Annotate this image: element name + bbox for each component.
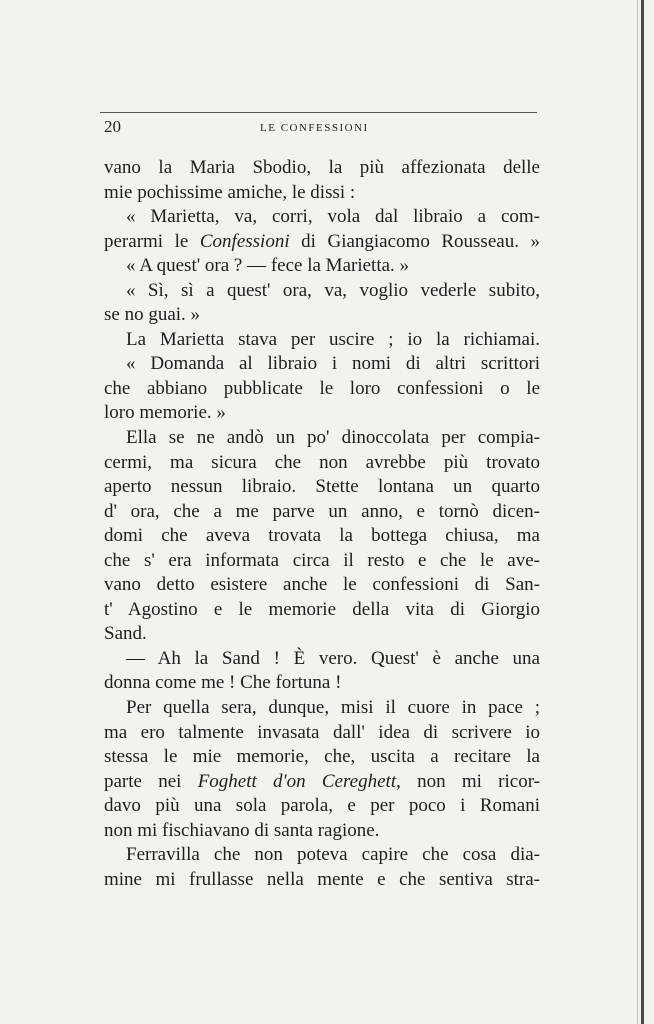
text-line: mine mi frullasse nella mente e che sentiva stra- <box>104 868 540 890</box>
body-text <box>104 156 540 892</box>
text-line: d' ora, che a me parve un anno, e tornò dicen- <box>104 500 540 522</box>
page-number: 20 <box>104 117 121 136</box>
text-line: — Ah la Sand ! È vero. Quest' è anche una <box>126 647 540 669</box>
page-edge <box>641 0 644 1024</box>
text-line: Ferravilla che non poteva capire che cosa dia- <box>126 844 540 866</box>
text-line: Per quella sera, dunque, misi il cuore in pace ; <box>126 697 540 719</box>
text-line: La Marietta stava per uscire ; io la richiamai. <box>126 328 540 350</box>
header-rule <box>100 112 537 113</box>
page-edge-shadow <box>637 0 638 1024</box>
text-line: davo più una sola parola, e per poco i Romani <box>104 795 540 817</box>
text-line: « Sì, sì a quest' ora, va, voglio vederle subito, <box>126 279 540 301</box>
text-line: Sand. <box>104 623 147 645</box>
book-title-italic: Confessioni <box>199 230 290 252</box>
running-title: LE CONFESSIONI <box>260 122 369 134</box>
text-fragment: , non mi ricor- <box>396 770 540 792</box>
text-fragment: parte nei <box>104 770 198 792</box>
text-line: non mi fischiavano di santa ragione. <box>104 819 380 841</box>
text-line: aperto nessun libraio. Stette lontana un quarto <box>104 476 540 498</box>
text-line: che s' era informata circa il resto e che le ave- <box>104 549 540 571</box>
text-line: « Domanda al libraio i nomi di altri scrittori <box>126 353 540 375</box>
text-line <box>104 230 540 255</box>
text-line: domi che aveva trovata la bottega chiusa, ma <box>104 525 540 547</box>
text-line: donna come me ! Che fortuna ! <box>104 672 342 694</box>
text-line <box>104 770 540 795</box>
text-line: se no guai. » <box>104 304 201 326</box>
text-line: stessa le mie memorie, che, uscita a recitare la <box>104 746 540 768</box>
text-fragment: perarmi le <box>104 230 200 252</box>
text-line: « A quest' ora ? — fece la Marietta. » <box>126 255 410 277</box>
text-line: mie pochissime amiche, le dissi : <box>104 181 356 203</box>
text-line: loro memorie. » <box>104 402 226 424</box>
text-line: t' Agostino e le memorie della vita di Giorgio <box>104 598 540 620</box>
text-line: cermi, ma sicura che non avrebbe più trovato <box>104 451 540 473</box>
text-line: « Marietta, va, corri, vola dal libraio a com- <box>126 206 540 228</box>
play-title-italic: Foghett d'on Cereghett <box>197 770 397 792</box>
text-line: vano la Maria Sbodio, la più affezionata delle <box>104 157 540 178</box>
text-line: Ella se ne andò un po' dinoccolata per compia- <box>126 427 540 449</box>
text-line: vano detto esistere anche le confessioni di San- <box>104 574 540 596</box>
text-line: che abbiano pubblicate le loro confessioni o le <box>104 377 540 399</box>
text-line: ma ero talmente invasata dall' idea di scrivere io <box>104 721 540 743</box>
text-fragment: di Giangiacomo Rousseau. » <box>289 230 540 252</box>
